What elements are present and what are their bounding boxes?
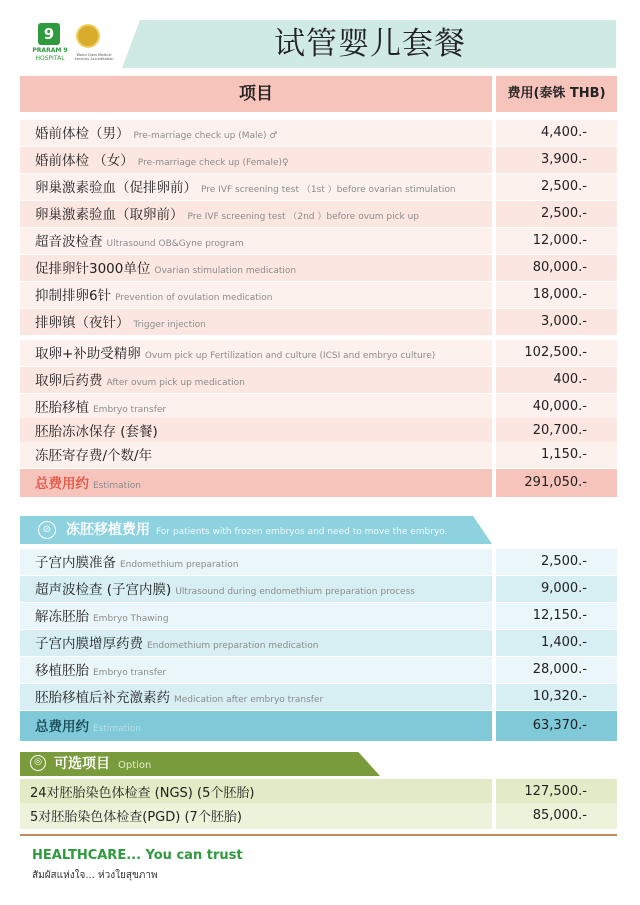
item-zh: 排卵镇（夜针） — [35, 315, 130, 331]
footer-thai: สัมผัสแห่งใจ... ห่วงใยสุขภาพ — [32, 870, 158, 881]
divider — [20, 834, 617, 836]
item-zh: 胚胎冻冰保存 (套餐) — [35, 424, 158, 440]
item-en: Pre-marriage check up (Male) ♂ — [133, 131, 278, 141]
accreditation-medal-icon — [76, 24, 100, 48]
item-price: 28,000.- — [496, 657, 617, 683]
item-en: Ultrasound OB&Gyne program — [106, 239, 244, 249]
item-price: 3,900.- — [496, 147, 617, 173]
target-icon: ◎ — [30, 755, 46, 771]
item-zh: 卵巢激素验血（促排卵前） — [35, 180, 197, 196]
item-price: 127,500.- — [496, 779, 617, 805]
hospital-sub: HOSPITAL — [35, 55, 65, 62]
item-en: After ovum pick up medication — [106, 378, 245, 388]
item-en: Ovarian stimulation medication — [154, 266, 297, 276]
item-zh: 解冻胚胎 — [35, 609, 89, 625]
item-zh: 超音波检查 — [35, 234, 103, 250]
item-zh: 24对胚胎染色体检查 (NGS) (5个胚胎) — [30, 786, 255, 801]
item-zh: 卵巢激素验血（取卵前） — [35, 207, 184, 223]
item-zh: 婚前体检（男） — [35, 126, 130, 142]
table-header-item: 项目 — [20, 76, 492, 112]
table-header-price: 费用(泰铢 THB) — [496, 76, 617, 112]
item-en: Pre IVF screening test （2nd ）before ovum pick up — [187, 212, 420, 222]
item-zh: 抑制排卵6针 — [35, 288, 112, 304]
hospital-logo-icon: 9 — [38, 23, 60, 45]
frozen-transfer-title: 冻胚移植费用 For patients with frozen embryos and need to move the embryo. — [66, 522, 448, 538]
item-zh: 移植胚胎 — [35, 663, 89, 679]
total-price: 63,370.- — [496, 711, 617, 741]
slash-circle-icon: ⊘ — [38, 521, 56, 539]
item-zh: 胚胎移植后补充激素药 — [35, 690, 170, 706]
item-zh: 5对胚胎染色体检查(PGD) (7个胚胎) — [30, 810, 242, 825]
item-zh: 胚胎移植 — [35, 400, 89, 416]
item-zh: 婚前体检 （女） — [35, 153, 134, 169]
item-en: Pre-marriage check up (Female)♀ — [137, 158, 289, 168]
item-zh: 子宫内膜增厚药费 — [35, 636, 143, 652]
item-zh: 取卵后药费 — [35, 373, 103, 389]
item-en: Trigger injection — [133, 320, 206, 330]
item-zh: 促排卵针3000单位 — [35, 261, 151, 277]
item-zh: 超声波检查 (子宫内膜) — [35, 582, 172, 598]
item-price: 12,000.- — [496, 228, 617, 254]
page-title: 试管婴儿套餐 — [274, 26, 466, 62]
item-price: 10,320.- — [496, 684, 617, 710]
total-label: 总费用约 — [35, 476, 89, 492]
footer-slogan: HEALTHCARE... You can trust — [32, 848, 243, 863]
item-en: Prevention of ovulation medication — [115, 293, 273, 303]
frozen-transfer-subtitle: For patients with frozen embryos and need to move the embryo. — [156, 527, 448, 537]
item-en: Pre IVF screening test （1st ）before ovarian stimulation — [201, 185, 456, 195]
item-price: 85,000.- — [496, 803, 617, 829]
option-title: 可选项目 Option — [54, 756, 152, 772]
item-price: 102,500.- — [496, 340, 617, 366]
item-en: Embryo transfer — [93, 668, 167, 678]
item-price: 18,000.- — [496, 282, 617, 308]
item-price: 4,400.- — [496, 120, 617, 146]
item-en: Medication after embryo transfer — [174, 695, 324, 705]
total-label: 总费用约 — [35, 719, 89, 735]
item-en: Endomethium preparation medication — [147, 641, 319, 651]
item-price: 40,000.- — [496, 394, 617, 420]
item-en: Endomethium preparation — [120, 560, 239, 570]
item-en: Embryo Thawing — [93, 614, 169, 624]
item-price: 400.- — [496, 367, 617, 393]
option-subtitle: Option — [118, 760, 152, 771]
item-price: 12,150.- — [496, 603, 617, 629]
hospital-name: PRARAM 9 — [32, 47, 68, 54]
item-price: 2,500.- — [496, 201, 617, 227]
item-zh: 子宫内膜准备 — [35, 555, 116, 571]
item-price: 9,000.- — [496, 576, 617, 602]
item-price: 2,500.- — [496, 174, 617, 200]
total-label-en: Estimation — [93, 481, 141, 491]
item-en: Ovum pick up Fertilization and culture (ICSI and embryo culture) — [144, 351, 436, 361]
item-zh: 冻胚寄存费/个数/年 — [35, 448, 153, 464]
item-price: 2,500.- — [496, 549, 617, 575]
item-zh: 取卵+补助受精卵 — [35, 346, 141, 362]
item-en: Ultrasound during endomethium preparation process — [175, 587, 415, 597]
item-price: 1,400.- — [496, 630, 617, 656]
total-price: 291,050.- — [496, 469, 617, 497]
total-label-en: Estimation — [93, 724, 141, 734]
item-en: Embryo transfer — [93, 405, 167, 415]
medal-caption: World Class Medical Services Accreditation — [74, 53, 114, 61]
item-price: 20,700.- — [496, 418, 617, 444]
item-price: 80,000.- — [496, 255, 617, 281]
item-price: 1,150.- — [496, 442, 617, 468]
item-price: 3,000.- — [496, 309, 617, 335]
